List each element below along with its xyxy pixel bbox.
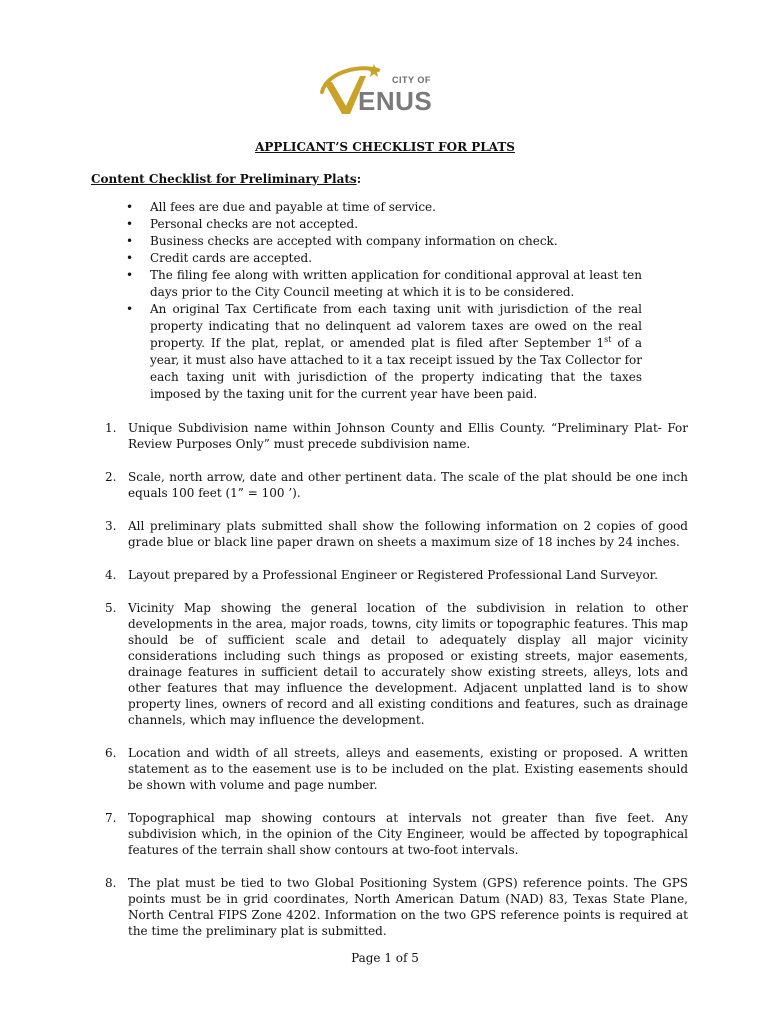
checklist-item <box>105 518 688 550</box>
checklist-item <box>105 469 688 501</box>
section-heading-text: Content Checklist for Preliminary Plats <box>91 172 357 186</box>
bullet-text: The filing fee along with written application for conditional approval at least ten days prior to the City Council meeting at which it is to be considered. <box>150 268 642 299</box>
bullet-item <box>126 199 642 216</box>
item-number: 6. <box>105 746 117 760</box>
bullet-icon: • <box>126 268 134 282</box>
checklist-item <box>105 745 688 793</box>
checklist-item <box>105 420 688 452</box>
section-heading-colon: : <box>356 172 362 186</box>
item-number: 3. <box>105 519 117 533</box>
bullet-item <box>126 267 642 301</box>
bullet-item <box>126 250 642 267</box>
checklist-item <box>105 810 688 858</box>
item-number: 2. <box>105 470 117 484</box>
item-text: Location and width of all streets, alleys and easements, existing or proposed. A written statement as to the easement use is to be included on the plat. Existing easements should be shown with volume and page number. <box>128 746 688 792</box>
item-number: 5. <box>105 601 117 615</box>
fee-bullet-list <box>126 199 642 403</box>
section-heading <box>91 172 361 186</box>
bullet-text: Business checks are accepted with company information on check. <box>150 234 558 248</box>
bullet-text: An original Tax Certificate from each taxing unit with jurisdiction of the real property indicating that no delinquent ad valorem taxes are owed on the real property. If the plat, replat, or amended plat is filed after September 1 <box>150 302 642 350</box>
bullet-icon: • <box>126 234 134 248</box>
page-title-text: APPLICANT’S CHECKLIST FOR PLATS <box>255 140 515 154</box>
page-number: Page 1 of 5 <box>351 951 419 965</box>
item-text: Vicinity Map showing the general location of the subdivision in relation to other developments in the area, major roads, towns, city limits or topographic features. This map should be of sufficient scale and detail to adequately display all major vicinity considerations including such things as proposed or existing streets, major easements, drainage features in sufficient detail to accurately show existing streets, alleys, lots and other features that may influence the development. Adjacent unplatted land is to show property lines, owners of record and all existing conditions and features, such as drainage channels, which may influence the development. <box>128 601 688 727</box>
item-text: All preliminary plats submitted shall show the following information on 2 copies of good grade blue or black line paper drawn on sheets a maximum size of 18 inches by 24 inches. <box>128 519 688 549</box>
bullet-text: Credit cards are accepted. <box>150 251 313 265</box>
bullet-icon: • <box>126 251 134 265</box>
logo-venus-text: ENUS <box>358 86 433 116</box>
checklist-item <box>105 567 688 583</box>
bullet-icon: • <box>126 217 134 231</box>
item-text: Topographical map showing contours at intervals not greater than five feet. Any subdivision which, in the opinion of the City Engineer, would be affected by topographical features of the terrain shall show contours at two-foot intervals. <box>128 811 688 857</box>
item-number: 1. <box>105 421 117 435</box>
item-text: The plat must be tied to two Global Positioning System (GPS) reference points. The GPS points must be in grid coordinates, North American Datum (NAD) 83, Texas State Plane, North Central FIPS Zone 4202. Information on the two GPS reference points is required at the time the preliminary plat is submitted. <box>128 876 688 938</box>
item-number: 4. <box>105 568 117 582</box>
superscript-st: st <box>604 335 612 344</box>
item-text: Unique Subdivision name within Johnson County and Ellis County. “Preliminary Plat- For Review Purposes Only” must precede subdivision name. <box>128 421 688 451</box>
bullet-icon: • <box>126 200 134 214</box>
item-number: 7. <box>105 811 117 825</box>
bullet-item <box>126 216 642 233</box>
city-of-venus-logo <box>316 62 446 122</box>
item-text: Scale, north arrow, date and other pertinent data. The scale of the plat should be one inch equals 100 feet (1” = 100 ’). <box>128 470 688 500</box>
page-title <box>0 140 770 154</box>
bullet-item <box>126 233 642 250</box>
bullet-text: Personal checks are not accepted. <box>150 217 359 231</box>
checklist-item <box>105 875 688 939</box>
checklist-numbered-list <box>105 420 688 939</box>
bullet-text: All fees are due and payable at time of service. <box>150 200 436 214</box>
logo-city-of-text: CITY OF <box>392 75 431 85</box>
bullet-icon: • <box>126 302 134 316</box>
item-text: Layout prepared by a Professional Engineer or Registered Professional Land Surveyor. <box>128 568 658 582</box>
bullet-text-continued: of a year, it must also have attached to it a tax receipt issued by the Tax Collector for each taxing unit with jurisdiction of the property indicating that the taxes imposed by the taxing unit for the current year have been paid. <box>150 336 642 401</box>
checklist-item <box>105 600 688 728</box>
item-number: 8. <box>105 876 117 890</box>
bullet-item <box>126 301 642 403</box>
